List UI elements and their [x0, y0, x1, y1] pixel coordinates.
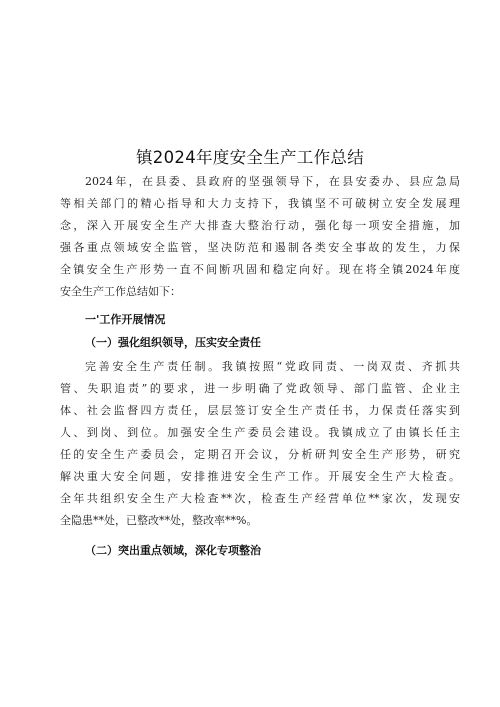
subsection-heading-1: （一）强化组织领导，压实安全责任	[85, 336, 261, 349]
sub1-line-6: 解决重大安全问题，安排推进安全生产工作。开展安全生产大检查。	[60, 470, 460, 483]
sub1-line-7: 全年共组织安全生产大检查**次，检查生产经营单位**家次，发现安	[60, 492, 460, 505]
intro-line-3: 念，深入开展安全生产大排查大整治行动，强化每一项安全措施，加	[60, 219, 460, 232]
intro-line-2: 等相关部门的精心指导和大力支持下，我镇坚不可破树立安全发展理	[60, 197, 460, 210]
sub1-line-3: 体、社会监督四方责任，层层签订安全生产责任书，力保责任落实到	[60, 404, 460, 417]
intro-line-6: 安全生产工作总结如下：	[60, 285, 181, 298]
document-title: 镇2024年度安全生产工作总结	[136, 148, 364, 167]
sub1-line-1: 完善安全生产责任制。我镇按照“党政同责、一岗双责、齐抓共	[85, 360, 460, 373]
section-heading-work: 一'工作开展情况	[85, 313, 166, 326]
sub1-line-5: 任的安全生产委员会，定期召开会议，分析研判安全生产形势，研究	[60, 448, 460, 461]
sub1-line-4: 人、到岗、到位。加强安全生产委员会建设。我镇成立了由镇长任主	[60, 426, 460, 439]
sub1-line-2: 管、失职追责”的要求，进一步明确了党政领导、部门监管、企业主	[60, 382, 460, 395]
intro-line-1: 2024年，在县委、县政府的坚强领导下，在县安委办、县应急局	[85, 175, 460, 188]
intro-line-5: 全镇安全生产形势一直不间断巩固和稳定向好。现在将全镇2024年度	[60, 263, 460, 276]
sub1-line-8: 全隐患**处，已整改**处，整改率**%。	[60, 514, 258, 527]
intro-line-4: 强各重点领域安全监管，坚决防范和遏制各类安全事故的发生，力保	[60, 241, 460, 254]
subsection-heading-2: （二）突出重点领域，深化专项整治	[85, 544, 261, 557]
